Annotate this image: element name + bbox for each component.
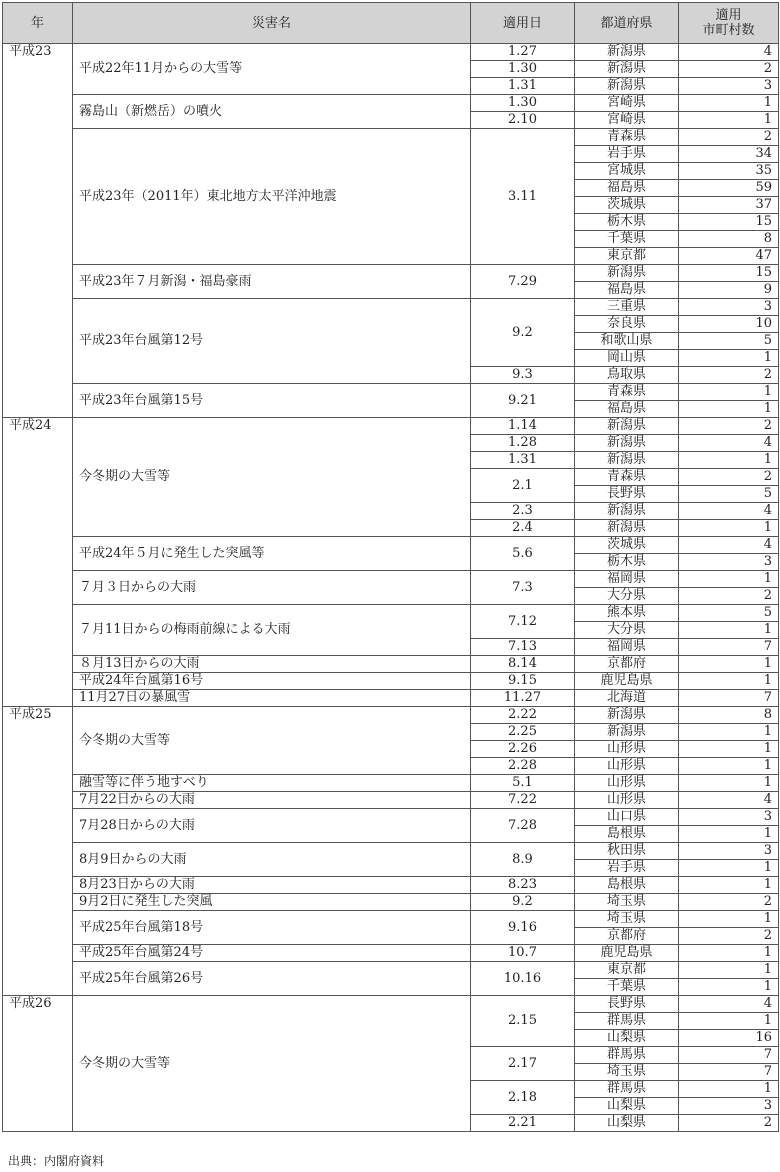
date-cell: 10.16 (471, 962, 575, 996)
municipality-count-cell: 1 (679, 724, 779, 741)
date-cell: 2.21 (471, 1115, 575, 1132)
date-cell: 3.11 (471, 129, 575, 265)
municipality-count-cell: 4 (679, 996, 779, 1013)
municipality-count-cell: 8 (679, 231, 779, 248)
municipality-count-cell: 5 (679, 605, 779, 622)
disaster-name-cell: ７月３日からの大雨 (73, 571, 471, 605)
municipality-count-cell: 1 (679, 945, 779, 962)
date-cell: 2.25 (471, 724, 575, 741)
date-cell: 7.22 (471, 792, 575, 809)
municipality-count-cell: 7 (679, 1064, 779, 1081)
date-cell: 1.31 (471, 452, 575, 469)
municipality-count-cell: 1 (679, 95, 779, 112)
municipality-count-cell: 1 (679, 384, 779, 401)
municipality-count-cell: 1 (679, 775, 779, 792)
municipality-count-cell: 1 (679, 860, 779, 877)
table-row (3, 996, 779, 1013)
date-cell: 1.30 (471, 61, 575, 78)
municipality-count-cell: 1 (679, 401, 779, 418)
prefecture-cell: 島根県 (575, 877, 679, 894)
municipality-count-cell: 59 (679, 180, 779, 197)
date-cell: 10.7 (471, 945, 575, 962)
date-cell: 9.15 (471, 673, 575, 690)
date-cell: 2.15 (471, 996, 575, 1047)
disaster-name-cell: ８月13日からの大雨 (73, 656, 471, 673)
table-row (3, 792, 779, 809)
prefecture-cell: 宮城県 (575, 163, 679, 180)
table-body (3, 44, 779, 1132)
prefecture-cell: 熊本県 (575, 605, 679, 622)
prefecture-cell: 栃木県 (575, 554, 679, 571)
prefecture-cell: 山梨県 (575, 1030, 679, 1047)
date-cell: 2.10 (471, 112, 575, 129)
date-cell: 9.21 (471, 384, 575, 418)
date-cell: 7.28 (471, 809, 575, 843)
disaster-name-cell: 8月9日からの大雨 (73, 843, 471, 877)
date-cell: 9.16 (471, 911, 575, 945)
prefecture-cell: 埼玉県 (575, 1064, 679, 1081)
header-count-line1: 適用 (715, 8, 742, 23)
municipality-count-cell: 1 (679, 112, 779, 129)
municipality-count-cell: 1 (679, 1081, 779, 1098)
prefecture-cell: 和歌山県 (575, 333, 679, 350)
prefecture-cell: 新潟県 (575, 78, 679, 95)
prefecture-cell: 青森県 (575, 129, 679, 146)
municipality-count-cell: 1 (679, 350, 779, 367)
municipality-count-cell: 1 (679, 520, 779, 537)
municipality-count-cell: 35 (679, 163, 779, 180)
prefecture-cell: 岡山県 (575, 350, 679, 367)
prefecture-cell: 新潟県 (575, 44, 679, 61)
prefecture-cell: 京都府 (575, 656, 679, 673)
municipality-count-cell: 4 (679, 792, 779, 809)
prefecture-cell: 山形県 (575, 758, 679, 775)
prefecture-cell: 山形県 (575, 792, 679, 809)
header-count-line2: 市町村数 (702, 23, 755, 38)
table-row (3, 384, 779, 401)
table-row (3, 809, 779, 826)
date-cell: 1.31 (471, 78, 575, 95)
prefecture-cell: 秋田県 (575, 843, 679, 860)
prefecture-cell: 栃木県 (575, 214, 679, 231)
prefecture-cell: 群馬県 (575, 1081, 679, 1098)
prefecture-cell: 山梨県 (575, 1098, 679, 1115)
prefecture-cell: 福岡県 (575, 639, 679, 656)
date-cell: 8.9 (471, 843, 575, 877)
date-cell: 1.28 (471, 435, 575, 452)
prefecture-cell: 北海道 (575, 690, 679, 707)
municipality-count-cell: 5 (679, 333, 779, 350)
table-row (3, 843, 779, 860)
municipality-count-cell: 4 (679, 44, 779, 61)
date-cell: 5.1 (471, 775, 575, 792)
table-row (3, 673, 779, 690)
municipality-count-cell: 2 (679, 894, 779, 911)
date-cell: 5.6 (471, 537, 575, 571)
disaster-name-cell: 霧島山（新燃岳）の噴火 (73, 95, 471, 129)
table-header (3, 3, 779, 44)
prefecture-cell: 茨城県 (575, 197, 679, 214)
date-cell: 11.27 (471, 690, 575, 707)
date-cell: 2.1 (471, 469, 575, 503)
municipality-count-cell: 2 (679, 1115, 779, 1132)
municipality-count-cell: 7 (679, 639, 779, 656)
prefecture-cell: 新潟県 (575, 503, 679, 520)
prefecture-cell: 山口県 (575, 809, 679, 826)
date-cell: 2.17 (471, 1047, 575, 1081)
municipality-count-cell: 2 (679, 588, 779, 605)
prefecture-cell: 鹿児島県 (575, 945, 679, 962)
table-row (3, 775, 779, 792)
table-row (3, 571, 779, 588)
municipality-count-cell: 1 (679, 979, 779, 996)
municipality-count-cell: 1 (679, 452, 779, 469)
prefecture-cell: 宮崎県 (575, 112, 679, 129)
municipality-count-cell: 9 (679, 282, 779, 299)
prefecture-cell: 福島県 (575, 401, 679, 418)
prefecture-cell: 山梨県 (575, 1115, 679, 1132)
prefecture-cell: 島根県 (575, 826, 679, 843)
prefecture-cell: 長野県 (575, 996, 679, 1013)
date-cell: 8.23 (471, 877, 575, 894)
disaster-name-cell: 平成23年７月新潟・福島豪雨 (73, 265, 471, 299)
municipality-count-cell: 4 (679, 503, 779, 520)
prefecture-cell: 山形県 (575, 775, 679, 792)
table-row (3, 537, 779, 554)
municipality-count-cell: 4 (679, 435, 779, 452)
prefecture-cell: 埼玉県 (575, 911, 679, 928)
disaster-name-cell: 今冬期の大雪等 (73, 418, 471, 537)
municipality-count-cell: 1 (679, 673, 779, 690)
municipality-count-cell: 37 (679, 197, 779, 214)
prefecture-cell: 千葉県 (575, 231, 679, 248)
municipality-count-cell: 1 (679, 826, 779, 843)
municipality-count-cell: 1 (679, 962, 779, 979)
year-cell: 平成23 (3, 44, 73, 418)
municipality-count-cell: 4 (679, 537, 779, 554)
prefecture-cell: 鳥取県 (575, 367, 679, 384)
date-cell: 2.26 (471, 741, 575, 758)
date-cell: 9.3 (471, 367, 575, 384)
date-cell: 1.14 (471, 418, 575, 435)
date-cell: 7.12 (471, 605, 575, 639)
disaster-name-cell: 平成23年台風第15号 (73, 384, 471, 418)
municipality-count-cell: 16 (679, 1030, 779, 1047)
municipality-count-cell: 10 (679, 316, 779, 333)
table-row (3, 265, 779, 282)
table-row (3, 894, 779, 911)
municipality-count-cell: 1 (679, 1013, 779, 1030)
disaster-relief-table (2, 2, 779, 1132)
municipality-count-cell: 3 (679, 809, 779, 826)
prefecture-cell: 新潟県 (575, 265, 679, 282)
prefecture-cell: 新潟県 (575, 61, 679, 78)
prefecture-cell: 大分県 (575, 622, 679, 639)
disaster-name-cell: 11月27日の暴風雪 (73, 690, 471, 707)
date-cell: 2.4 (471, 520, 575, 537)
municipality-count-cell: 34 (679, 146, 779, 163)
prefecture-cell: 茨城県 (575, 537, 679, 554)
header-date: 適用日 (471, 3, 575, 44)
prefecture-cell: 岩手県 (575, 860, 679, 877)
municipality-count-cell: 3 (679, 554, 779, 571)
prefecture-cell: 新潟県 (575, 707, 679, 724)
disaster-name-cell: 融雪等に伴う地すべり (73, 775, 471, 792)
disaster-name-cell: 平成23年（2011年）東北地方太平洋沖地震 (73, 129, 471, 265)
municipality-count-cell: 7 (679, 690, 779, 707)
date-cell: 9.2 (471, 894, 575, 911)
disaster-name-cell: 7月28日からの大雨 (73, 809, 471, 843)
municipality-count-cell: 2 (679, 61, 779, 78)
date-cell: 7.29 (471, 265, 575, 299)
disaster-name-cell: 平成24年５月に発生した突風等 (73, 537, 471, 571)
prefecture-cell: 新潟県 (575, 435, 679, 452)
table-row (3, 877, 779, 894)
table-row (3, 605, 779, 622)
disaster-name-cell: 今冬期の大雪等 (73, 996, 471, 1132)
prefecture-cell: 宮崎県 (575, 95, 679, 112)
table-row (3, 95, 779, 112)
disaster-name-cell: 平成25年台風第18号 (73, 911, 471, 945)
table-row (3, 962, 779, 979)
municipality-count-cell: 3 (679, 1098, 779, 1115)
municipality-count-cell: 8 (679, 707, 779, 724)
disaster-name-cell: ７月11日からの梅雨前線による大雨 (73, 605, 471, 656)
prefecture-cell: 埼玉県 (575, 894, 679, 911)
prefecture-cell: 鹿児島県 (575, 673, 679, 690)
municipality-count-cell: 1 (679, 571, 779, 588)
municipality-count-cell: 2 (679, 928, 779, 945)
municipality-count-cell: 47 (679, 248, 779, 265)
date-cell: 1.27 (471, 44, 575, 61)
date-cell: 2.28 (471, 758, 575, 775)
prefecture-cell: 大分県 (575, 588, 679, 605)
date-cell: 8.14 (471, 656, 575, 673)
disaster-name-cell: 平成24年台風第16号 (73, 673, 471, 690)
municipality-count-cell: 1 (679, 622, 779, 639)
date-cell: 2.22 (471, 707, 575, 724)
prefecture-cell: 群馬県 (575, 1013, 679, 1030)
table-row (3, 911, 779, 928)
prefecture-cell: 新潟県 (575, 452, 679, 469)
date-cell: 2.18 (471, 1081, 575, 1115)
prefecture-cell: 山形県 (575, 741, 679, 758)
date-cell: 7.3 (471, 571, 575, 605)
municipality-count-cell: 1 (679, 877, 779, 894)
disaster-name-cell: 7月22日からの大雨 (73, 792, 471, 809)
disaster-name-cell: 平成25年台風第24号 (73, 945, 471, 962)
prefecture-cell: 奈良県 (575, 316, 679, 333)
prefecture-cell: 青森県 (575, 384, 679, 401)
disaster-name-cell: 平成23年台風第12号 (73, 299, 471, 384)
table-row (3, 44, 779, 61)
prefecture-cell: 新潟県 (575, 724, 679, 741)
municipality-count-cell: 2 (679, 418, 779, 435)
header-disaster: 災害名 (73, 3, 471, 44)
municipality-count-cell: 1 (679, 741, 779, 758)
table-row (3, 656, 779, 673)
table-row (3, 707, 779, 724)
disaster-name-cell: 8月23日からの大雨 (73, 877, 471, 894)
municipality-count-cell: 5 (679, 486, 779, 503)
municipality-count-cell: 2 (679, 367, 779, 384)
prefecture-cell: 福岡県 (575, 571, 679, 588)
header-count (679, 3, 779, 44)
year-cell: 平成26 (3, 996, 73, 1132)
municipality-count-cell: 2 (679, 469, 779, 486)
prefecture-cell: 長野県 (575, 486, 679, 503)
municipality-count-cell: 15 (679, 214, 779, 231)
table-row (3, 299, 779, 316)
disaster-name-cell: 9月2日に発生した突風 (73, 894, 471, 911)
prefecture-cell: 新潟県 (575, 418, 679, 435)
prefecture-cell: 岩手県 (575, 146, 679, 163)
municipality-count-cell: 1 (679, 656, 779, 673)
table-row (3, 945, 779, 962)
municipality-count-cell: 1 (679, 911, 779, 928)
prefecture-cell: 青森県 (575, 469, 679, 486)
prefecture-cell: 福島県 (575, 180, 679, 197)
prefecture-cell: 東京都 (575, 248, 679, 265)
prefecture-cell: 東京都 (575, 962, 679, 979)
prefecture-cell: 新潟県 (575, 520, 679, 537)
date-cell: 1.30 (471, 95, 575, 112)
table-row (3, 129, 779, 146)
date-cell: 2.3 (471, 503, 575, 520)
municipality-count-cell: 1 (679, 758, 779, 775)
prefecture-cell: 京都府 (575, 928, 679, 945)
date-cell: 9.2 (471, 299, 575, 367)
municipality-count-cell: 3 (679, 78, 779, 95)
municipality-count-cell: 7 (679, 1047, 779, 1064)
disaster-name-cell: 今冬期の大雪等 (73, 707, 471, 775)
prefecture-cell: 三重県 (575, 299, 679, 316)
table-row (3, 690, 779, 707)
prefecture-cell: 群馬県 (575, 1047, 679, 1064)
municipality-count-cell: 2 (679, 129, 779, 146)
year-cell: 平成24 (3, 418, 73, 707)
prefecture-cell: 福島県 (575, 282, 679, 299)
municipality-count-cell: 15 (679, 265, 779, 282)
header-prefecture: 都道府県 (575, 3, 679, 44)
date-cell: 7.13 (471, 639, 575, 656)
prefecture-cell: 千葉県 (575, 979, 679, 996)
source-note: 出典：内閣府資料 (8, 1154, 105, 1168)
header-year: 年 (3, 3, 73, 44)
disaster-name-cell: 平成22年11月からの大雪等 (73, 44, 471, 95)
municipality-count-cell: 3 (679, 843, 779, 860)
disaster-name-cell: 平成25年台風第26号 (73, 962, 471, 996)
municipality-count-cell: 3 (679, 299, 779, 316)
table-row (3, 418, 779, 435)
year-cell: 平成25 (3, 707, 73, 996)
